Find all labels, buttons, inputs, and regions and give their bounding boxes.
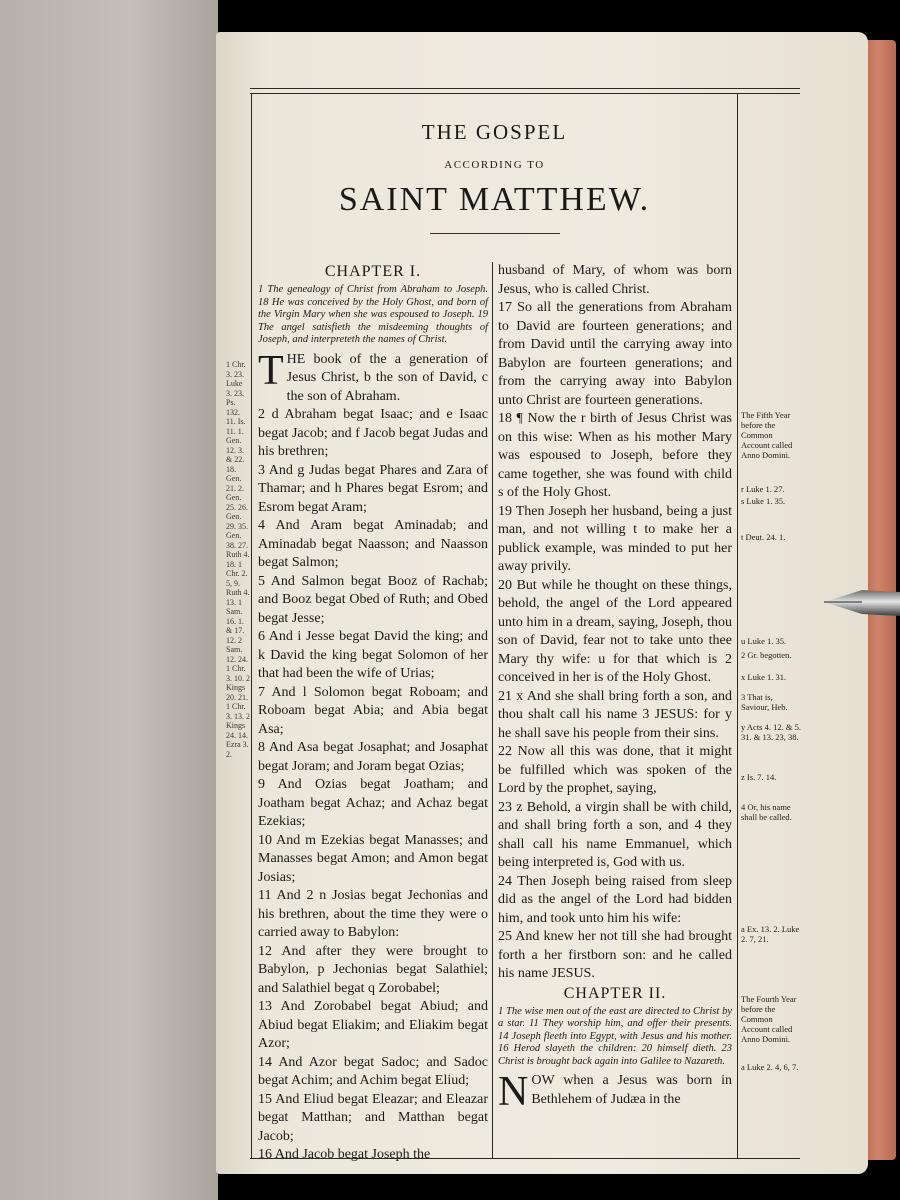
verse-16: 16 And Jacob begat Joseph the: [258, 1147, 431, 1162]
left-margin-references: 1 Chr. 3. 23. Luke 3. 23. Ps. 132. 11. Is. 11. 1. Gen. 12. 3. & 22. 18. Gen. 21. 2. Gen. 25. 26. Gen. 29. 35. Gen. 38. 27. Ruth 4. 18. 1 Chr. 2. 5, 9. Ruth 4. 13. 1 Sam. 16. 1. & 17. 12. 2 Sam. 12. 24. 1 Chr. 3. 10. 2 Kings 20. 21. 1 Chr. 3. 13. 2 Kings 24. 14. Ezra 3. 2.: [226, 360, 250, 759]
column-rule-right: [737, 93, 738, 1159]
verse-23: 23 z Behold, a virgin shall be with child, and shall bring forth a son, and 4 they shall call his name Emmanuel, which being interpreted is, God with us.: [498, 799, 732, 870]
verse-8: 8 And Asa begat Josaphat; and Josaphat begat Joram; and Joram begat Ozias;: [258, 740, 488, 774]
column-rule-left: [251, 93, 252, 1159]
verse-3: 3 And g Judas begat Phares and Zara of Thamar; and h Phares begat Esrom; and Esrom begat Aram;: [258, 462, 488, 515]
verse-14: 14 And Azor begat Sadoc; and Sadoc begat Achim; and Achim begat Eliud;: [258, 1054, 488, 1088]
title-the-gospel: THE GOSPEL: [421, 120, 568, 144]
column-left: [258, 262, 488, 1165]
verse-22: 22 Now all this was done, that it might be fulfilled which was spoken of the Lord by the prophet, saying,: [498, 744, 732, 796]
verse-7: 7 And l Solomon begat Roboam; and Roboam begat Abia; and Abia begat Asa;: [258, 684, 488, 737]
title-divider: [430, 233, 560, 234]
frame-rule-top: [250, 88, 800, 89]
dropcap-n: N: [498, 1069, 529, 1115]
margin-note-u: u Luke 1. 35.: [741, 636, 787, 646]
verse-25: 25 And knew her not till she had brought forth a her firstborn son: and he called his name JESUS.: [498, 929, 732, 981]
facing-page: [0, 0, 218, 1200]
margin-note-y: y Acts 4. 12. & 5. 31. & 13. 23, 38.: [741, 722, 801, 742]
title-saint-matthew: SAINT MATTHEW.: [338, 181, 651, 218]
margin-note-r: r Luke 1. 27.: [741, 484, 785, 494]
chapter-1-summary: 1 The genealogy of Christ from Abraham to Joseph. 18 He was conceived by the Holy Ghost, and born of the Virgin Mary when she was espoused to Joseph. 19 The angel satisfieth the misdeeming thoughts of Joseph, and interpreteth the names of Christ.: [258, 284, 488, 345]
verse-13: 13 And Zorobabel begat Abiud; and Abiud begat Eliakim; and Eliakim begat Azor;: [258, 999, 488, 1051]
chapter-1-heading: CHAPTER I.: [324, 263, 422, 280]
verse-5: 5 And Salmon begat Booz of Rachab; and Booz begat Obed of Ruth; and Obed begat Jesse;: [258, 573, 488, 626]
verse-18: 18 ¶ Now the r birth of Jesus Christ was on this wise: When as his mother Mary was espoused to Joseph, before they came together, she was found with child s of the Holy Ghost.: [498, 411, 732, 500]
margin-note-a-luke: a Luke 2. 4, 6, 7.: [741, 1062, 799, 1072]
verse-12: 12 And after they were brought to Babylon, p Jechonias begat Salathiel; and Salathiel begat q Zorobabel;: [258, 943, 488, 996]
column-right: [498, 262, 732, 1115]
chapter-2-heading: CHAPTER II.: [563, 984, 667, 1002]
verse-6: 6 And i Jesse begat David the king; and k David the king begat Solomon of her that had been the wife of Urias;: [258, 629, 488, 681]
margin-note-a-ex: a Ex. 13. 2. Luke 2. 7, 21.: [741, 924, 800, 944]
verse-16-cont: husband of Mary, of whom was born Jesus, who is called Christ.: [498, 263, 732, 297]
dropcap-t: T: [258, 347, 284, 394]
title-block: [252, 120, 737, 234]
pen-nib-icon: [822, 584, 900, 622]
verse-20: 20 But while he thought on these things, behold, the angel of the Lord appeared unto him in a dream, saying, Joseph, thou son of David, fear not to take unto thee Mary thy wife: u for that which is 2 conceived in her is of the Holy Ghost.: [498, 577, 732, 685]
verse-10: 10 And m Ezekias begat Manasses; and Manasses begat Amon; and Amon begat Josias;: [258, 832, 488, 885]
verse-24: 24 Then Joseph being raised from sleep did as the angel of the Lord had bidden him, and took unto him his wife:: [498, 873, 732, 926]
verse-19: 19 Then Joseph her husband, being a just man, and not willing t to make her a publick example, was minded to put her away privily.: [498, 503, 732, 574]
column-rule-middle: [492, 262, 493, 1159]
verse-9: 9 And Ozias begat Joatham; and Joatham begat Achaz; and Achaz begat Ezekias;: [258, 777, 488, 829]
verse-2: 2 d Abraham begat Isaac; and e Isaac begat Jacob; and f Jacob begat Judas and his brethren;: [258, 407, 488, 459]
margin-note-3: 3 That is, Saviour, Heb.: [741, 692, 788, 712]
verse-21: 21 x And she shall bring forth a son, and thou shalt call his name 3 JESUS: for y he shall save his people from their sins.: [498, 688, 732, 741]
frame-rule-top-inner: [250, 93, 800, 94]
chapter-2-summary: 1 The wise men out of the east are directed to Christ by a star. 11 They worship him, and offer their presents. 14 Joseph fleeth into Egypt, with Jesus and his mother. 16 Herod slayeth the children: 20 himself dieth. 23 Christ is brought back again into Galilee to Nazareth.: [498, 1005, 732, 1067]
verse-4: 4 And Aram begat Aminadab; and Aminadab begat Naasson; and Naasson begat Salmon;: [258, 518, 488, 570]
margin-note-year-fourth: The Fourth Year before the Common Account called Anno Domini.: [741, 994, 797, 1044]
margin-note-t: t Deut. 24. 1.: [741, 532, 786, 542]
margin-note-x: x Luke 1. 31.: [741, 672, 787, 682]
verse-15: 15 And Eliud begat Eleazar; and Eleazar begat Matthan; and Matthan begat Jacob;: [258, 1091, 488, 1144]
margin-note-year-fifth: The Fifth Year before the Common Account called Anno Domini.: [741, 410, 793, 460]
margin-note-4: 4 Or, his name shall be called.: [741, 802, 792, 822]
verse-11: 11 And 2 n Josias begat Jechonias and his brethren, about the time they were o carried away to Babylon:: [258, 888, 488, 940]
margin-note-2: 2 Gr. begotten.: [741, 650, 792, 660]
verse-17: 17 So all the generations from Abraham to David are fourteen generations; and from David until the carrying away into Babylon are fourteen generations; and from the carrying away into Babylon unto Christ are fourteen generations.: [498, 300, 732, 408]
margin-note-z: z Is. 7. 14.: [741, 772, 777, 782]
title-according-to: ACCORDING TO: [444, 159, 545, 171]
chapter-2-verse-1: NOW when a Jesus was born in Bethlehem of Judæa in the: [498, 1069, 732, 1115]
verse-1: THE book of the a generation of Jesus Christ, b the son of David, c the son of Abraham.: [258, 347, 488, 404]
margin-note-s: s Luke 1. 35.: [741, 496, 786, 506]
